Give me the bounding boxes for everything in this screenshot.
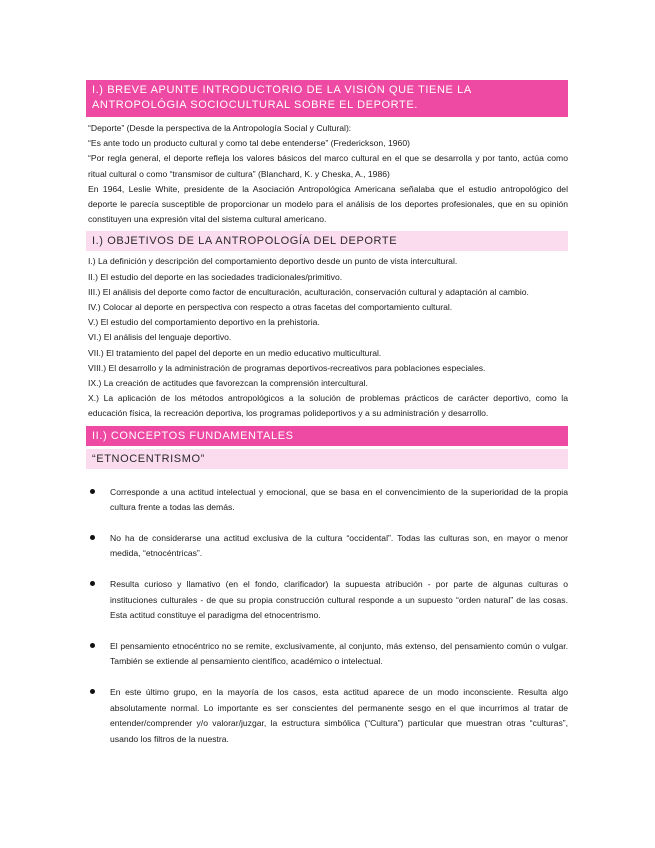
paragraph: “Por regla general, el deporte refleja los valores básicos del marco cultural en el que se desarrolla y por tanto, actúa como ritual cultural o como “transmisor de cultura” (Blanchard, K. y Cheska, A., 1986) <box>88 153 568 179</box>
list-item <box>86 577 568 624</box>
objective-item: II.) El estudio del deporte en las sociedades tradicionales/primitivo. <box>88 271 343 282</box>
bullet-text: En este último grupo, en la mayoría de los casos, esta actitud aparece de un modo inconsciente. Resulta algo absolutamente normal. Lo importante es ser conscientes del permanente sesgo en el que incurrimos al tratar de entender/comprender y/o valorar/juzgar, la estructura simbólica (“Cultura”) particular que muestran otras “culturas”, usando los filtros de la nuestra. <box>110 687 568 744</box>
objective-item: VI.) El análisis del lenguaje deportivo. <box>88 332 232 343</box>
list-item <box>86 531 568 562</box>
bullet-text: Corresponde a una actitud intelectual y emocional, que se basa en el convencimiento de la superioridad de la propia cultura frente a todas las demás. <box>110 486 568 513</box>
objective-item: IV.) Colocar al deporte en perspectiva con respecto a otras facetas del comportamiento cultural. <box>88 302 453 313</box>
bullet-icon <box>90 535 95 540</box>
paragraph: “Deporte” (Desde la perspectiva de la Antropología Social y Cultural): <box>88 123 352 133</box>
objective-item: X.) La aplicación de los métodos antropológicos a la solución de problemas prácticos de carácter deportivo, como la educación física, la recreación deportiva, los programas polideportivos y a su administración y desarrollo. <box>88 393 568 419</box>
objective-item: V.) El estudio del comportamiento deportivo en la prehistoria. <box>88 317 320 328</box>
objective-item: III.) El análisis del deporte como factor de enculturación, aculturación, conservación cultural y adaptación al cambio. <box>88 286 529 297</box>
bullet-text: No ha de considerarse una actitud exclusiva de la cultura “occidental”. Todas las culturas son, en mayor o menor medida, “etnocéntricas”. <box>110 532 568 559</box>
list-item <box>86 685 568 747</box>
list-item <box>86 639 568 670</box>
objective-item: I.) La definición y descripción del comportamiento deportivo desde un punto de vista intercultural. <box>88 256 458 267</box>
objective-item: IX.) La creación de actitudes que favorezcan la comprensión intercultural. <box>88 378 368 389</box>
bullet-icon <box>90 643 95 648</box>
objective-item: VII.) El tratamiento del papel del deporte en un medio educativo multicultural. <box>88 347 382 358</box>
list-item <box>86 485 568 516</box>
document-page <box>86 80 568 762</box>
bullet-text: El pensamiento etnocéntrico no se remite, exclusivamente, al conjunto, más extenso, del pensamiento común o vulgar. También se extiende al pensamiento científico, académico o intelectual. <box>110 640 568 667</box>
section-3-heading: II.) CONCEPTOS FUNDAMENTALES <box>86 426 568 446</box>
objectives-list <box>86 254 568 421</box>
section-2-heading: I.) OBJETIVOS DE LA ANTROPOLOGÍA DEL DEPORTE <box>86 231 568 251</box>
bullet-icon <box>90 489 95 494</box>
section-3-subheading: “ETNOCENTRISMO” <box>86 449 568 469</box>
objective-item: VIII.) El desarrollo y la administración de programas deportivos-recreativos para poblaciones especiales. <box>88 362 486 373</box>
section-1-body <box>86 121 568 227</box>
paragraph: “Es ante todo un producto cultural y como tal debe entenderse” (Frederickson, 1960) <box>88 138 410 149</box>
concepts-bullet-list <box>86 485 568 748</box>
bullet-icon <box>90 689 95 694</box>
paragraph: En 1964, Leslie White, presidente de la Asociación Antropológica Americana señalaba que el estudio antropológico del deporte le parecía susceptible de proporcionar un modelo para el análisis de los deportes profesionales, que en su opinión constituyen una expresión vital del sistema cultural americano. <box>88 183 568 225</box>
bullet-icon <box>90 581 95 586</box>
bullet-text: Resulta curioso y llamativo (en el fondo, clarificador) la supuesta atribución - por parte de algunas culturas o instituciones culturales - de que su propia construcción cultural responde a un supuesto “orden natural” de las cosas. Esta actitud constituye el paradigma del etnocentrismo. <box>110 579 568 621</box>
section-1-heading: I.) BREVE APUNTE INTRODUCTORIO DE LA VISIÓN QUE TIENE LA ANTROPOLÓGIA SOCIOCULTURAL SOBRE EL DEPORTE. <box>86 80 568 117</box>
